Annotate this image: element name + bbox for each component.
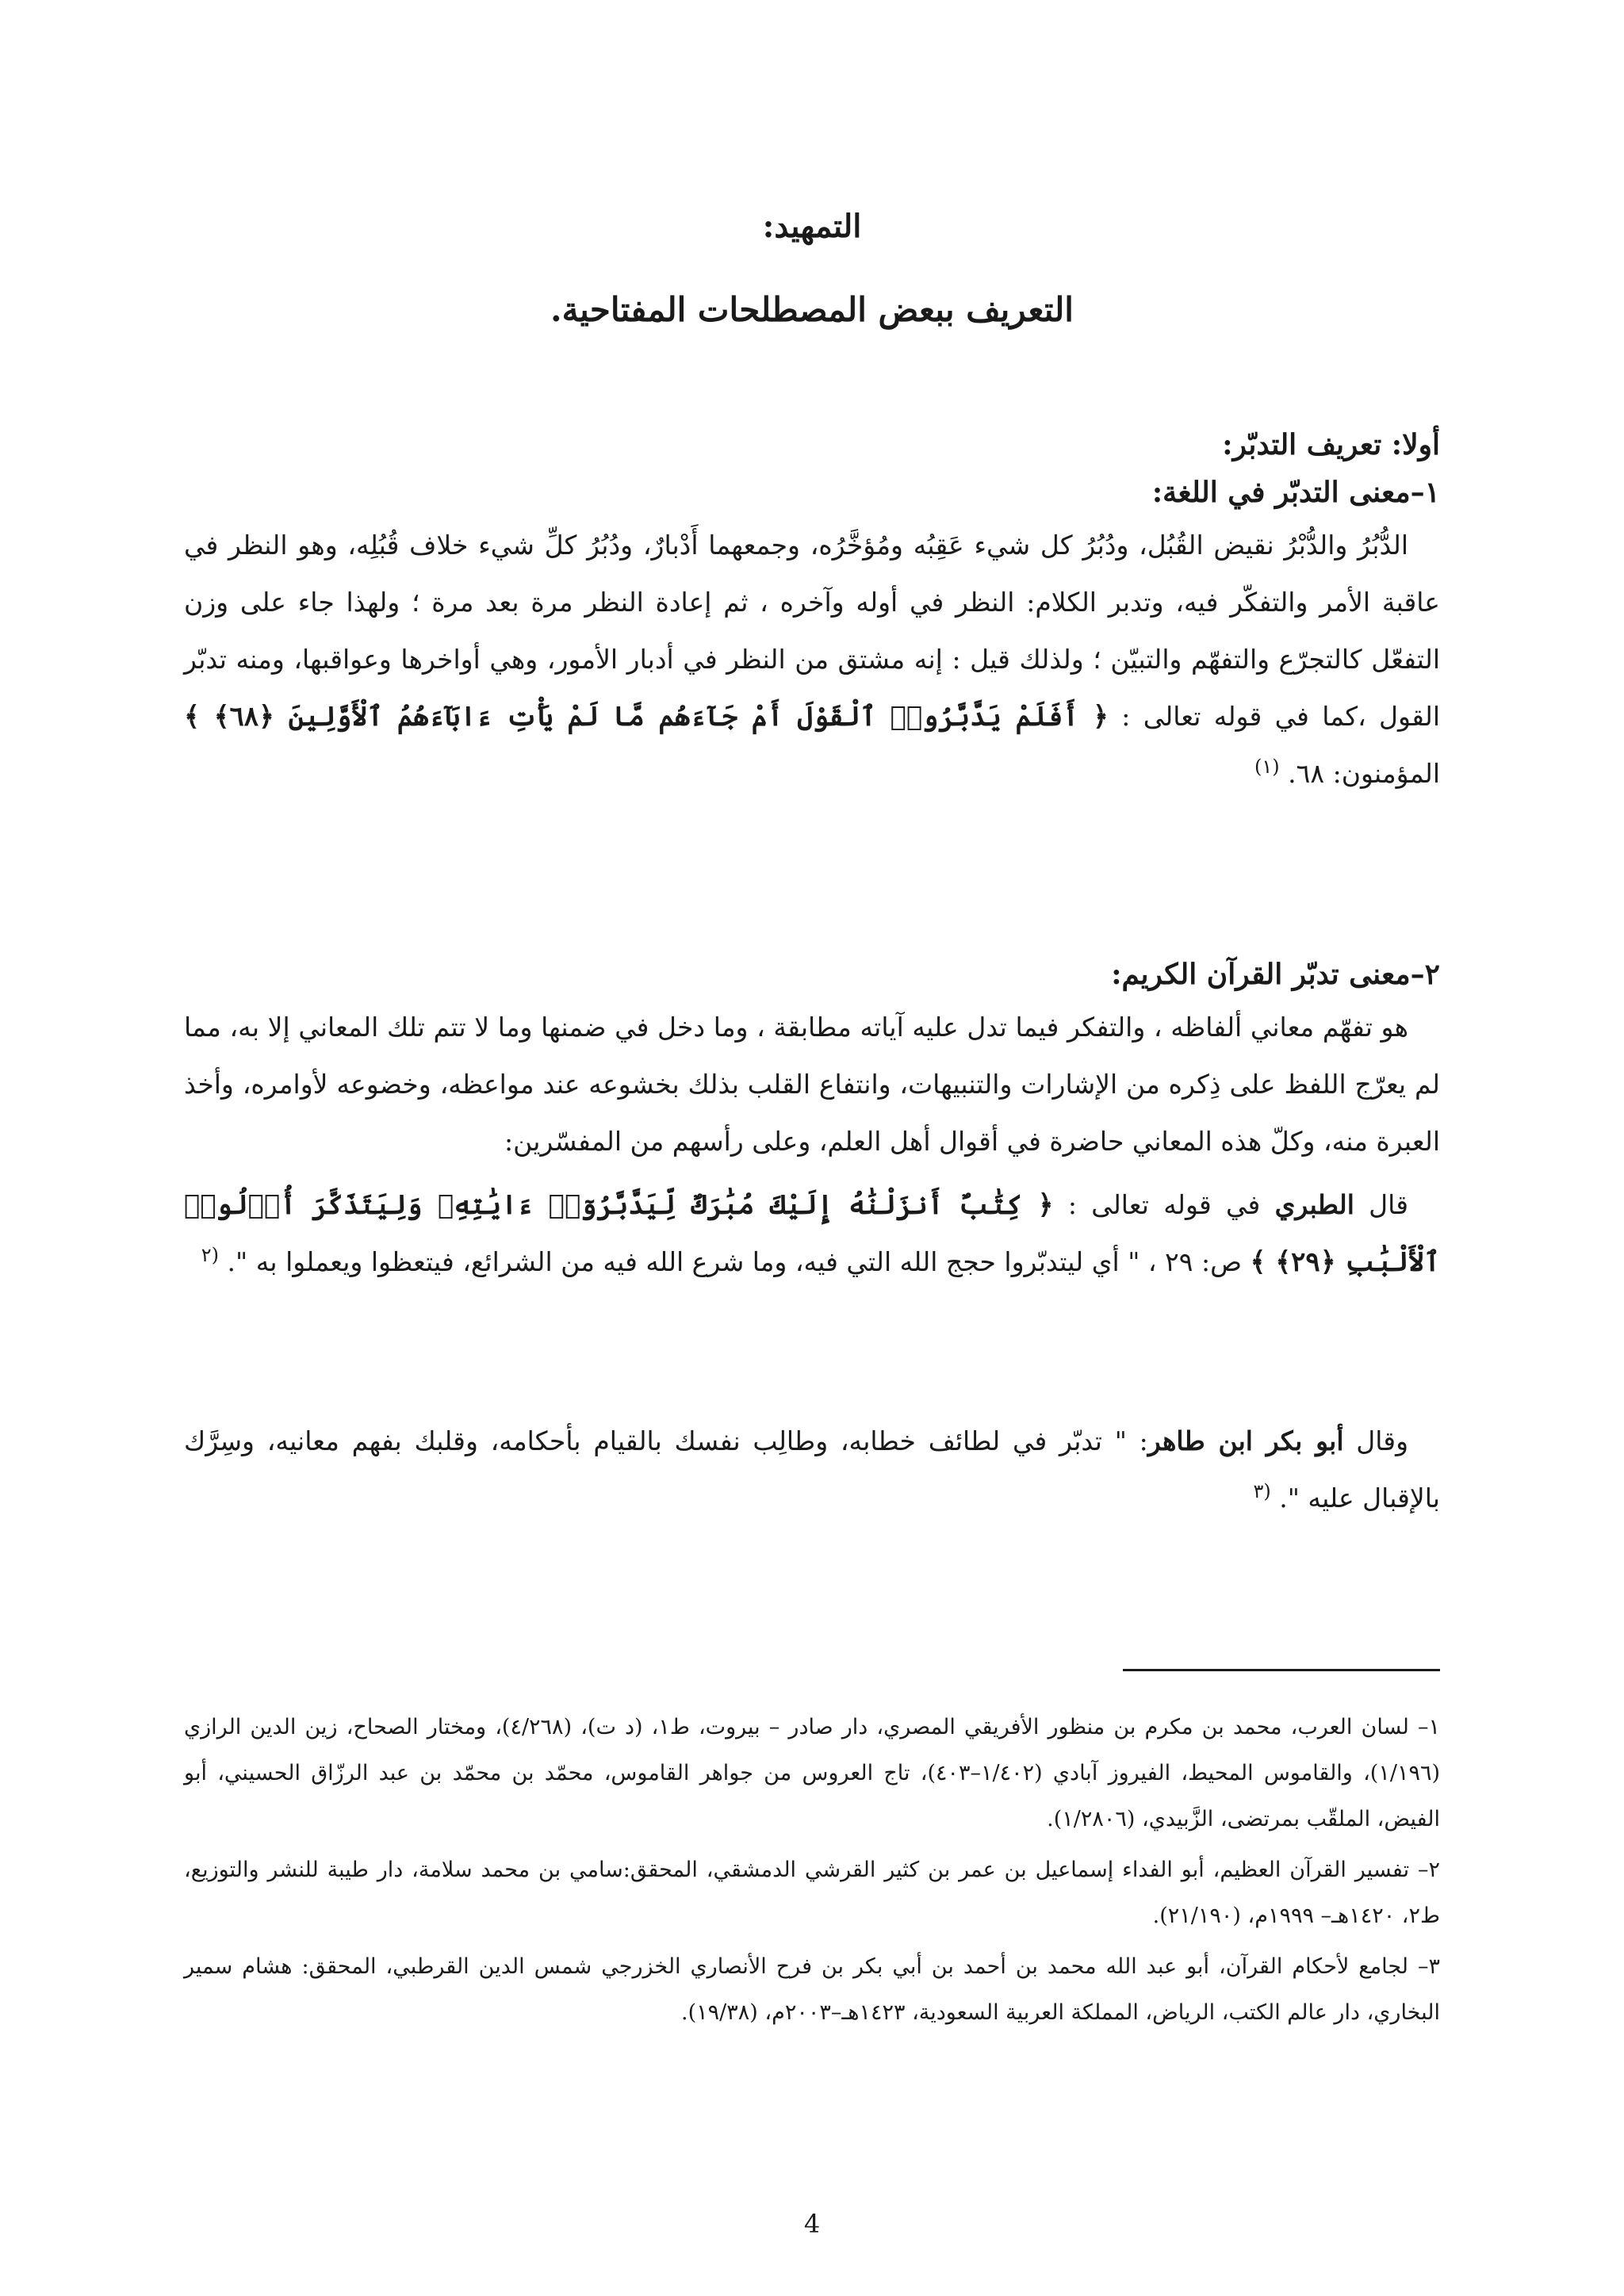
ibn-tahir-quote-text: : " تدبّر في لطائف خطابه، وطالِب نفسك بالقيام بأحكامه، وقلبك بفهم معانيه، وسِرَّك بالإقبال عليه ".: [184, 1425, 1440, 1513]
chapter-label: التمهيد:: [762, 208, 862, 245]
verse-reference-sad: ص: ٢٩ ،: [1147, 1246, 1242, 1277]
quran-verse-muminun: ﴿ أَفَلَمْ يَدَّبَّرُوا۟ ٱلْقَوْلَ أَمْ جَآءَهُم مَّا لَمْ يَأْتِ ءَابَآءَهُمُ ٱلْأَوَّلِينَ ﴿٦٨﴾ ﴾: [184, 701, 1109, 733]
quote-lead: في قوله تعالى :: [1067, 1189, 1261, 1220]
quote-author-tabari: الطبري: [1274, 1189, 1354, 1220]
ibn-tahir-paragraph: [184, 1413, 1440, 1527]
section-ibn-tahir-quote: [184, 1413, 1440, 1527]
chapter-title: التعريف ببعض المصطلحات المفتاحية.: [550, 290, 1074, 329]
verse-reference: المؤمنون: ٦٨.: [1288, 758, 1440, 789]
footnote-3: ٣– لجامع لأحكام القرآن، أبو عبد الله محمد بن أحمد بن أبي بكر بن فرح الأنصاري الخزرجي شمس الدين القرطبي، المحقق: هشام سمير البخاري، دار عالم الكتب، الرياض، المملكة العربية السعودية، ١٤٢٣هـ–٢٠٠٣م، (١٩/٣٨).: [184, 1954, 1440, 2025]
lexical-paragraph: [184, 517, 1440, 802]
footnote-2: ٢– تفسير القرآن العظيم، أبو الفداء إسماعيل بن عمر بن كثير القرشي الدمشقي، المحقق:سامي بن محمد سلامة، دار طيبة للنشر والتوزيع، ط٢، ١٤٢٠هـ– ١٩٩٩م، (٢١/١٩٠).: [184, 1858, 1440, 1928]
subsection-title-quranic: ٢–معنى تدبّر القرآن الكريم:: [1111, 958, 1440, 991]
page-number: 4: [803, 2209, 821, 2239]
footnote-divider: [1123, 1669, 1440, 1671]
tabari-quote: [184, 1177, 1440, 1291]
tabari-quote-text: " أي ليتدبّروا حجج الله التي فيه، وما شرع الله فيه من الشرائع، فيتعظوا ويعملوا به ".: [227, 1246, 1140, 1277]
quranic-paragraph: هو تفهّم معاني ألفاظه ، والتفكر فيما تدل عليه آياته مطابقة ، وما دخل في ضمنها وما لا تتم تلك المعاني إلا به، مما لم يعرّج اللفظ على ذِكره من الإشارات والتنبيهات، وانتفاع القلب بذلك بخشوعه عند مواعظه، وخضوعه لأوامره، وأخذ العبرة منه، وكلّ هذه المعاني حاضرة في أقوال أهل العلم، وعلى رأسهم من المفسّرين:: [184, 1012, 1440, 1157]
footnote-ref-1[interactable]: (١): [1254, 756, 1280, 778]
quote-intro-2: وقال: [1356, 1425, 1409, 1456]
subsection-title-lexical: ١–معنى التدبّر في اللغة:: [1151, 476, 1440, 509]
quran-verse-sad: ﴿ كِتَٰبٌ أَنزَلْنَٰهُ إِلَيْكَ مُبَٰرَكٌ لِّيَدَّبَّرُوٓا۟ ءَايَٰتِهِۦ وَلِيَتَذَكَّرَ أُو۟لُوا۟ ٱلْأَلْبَٰبِ ﴿٢٩﴾ ﴾: [184, 1189, 1440, 1278]
footnote-ref-2[interactable]: (٢: [201, 1244, 220, 1266]
lexical-paragraph-text: الدُّبُرُ والدُّبْرُ نقيض القُبُل، ودُبُرُ كل شيء عَقِبُه ومُؤخَّرُه، وجمعهما أَدْبارٌ، ودُبُرُ كلِّ شيء خلاف قُبُلِه، وهو النظر في عاقبة الأمر والتفكّر فيه، وتدبر الكلام: النظر في أوله وآخره ، ثم إعادة النظر مرة بعد مرة ؛ ولهذا جاء على وزن التفعّل كالتجرّع والتفهّم والتبيّن ؛ ولذلك قيل : إنه مشتق من النظر في أدبار الأمور، وهي أواخرها وعواقبها، ومنه تدبّر القول ،كما في قوله تعالى :: [184, 530, 1440, 732]
quote-intro: قال: [1369, 1189, 1408, 1220]
quote-author-ibn-tahir: أبو بكر ابن طاهر: [1147, 1425, 1344, 1456]
section-definition-lexical: [184, 428, 1440, 802]
section-definition-quranic: [184, 958, 1440, 1291]
section-title: أولا: تعريف التدبّر:: [1222, 428, 1440, 461]
footnote-1: ١– لسان العرب، محمد بن مكرم بن منظور الأفريقي المصري، دار صادر – بيروت، ط١، (د ت)، (٤/٢٦٨)، ومختار الصحاح، زين الدين الرازي (١/١٩٦)، والقاموس المحيط، الفيروز آبادي (١/٤٠٢–٤٠٣)، تاج العروس من جواهر القاموس، محمّد بن محمّد بن عبد الرزّاق الحسيني، أبو الفيض، الملقّب بمرتضى، الزَّبيدي، (١/٢٨٠٦).: [184, 1715, 1440, 1831]
footnotes: [184, 1705, 1440, 2041]
footnote-ref-3[interactable]: (٣: [1253, 1480, 1271, 1502]
